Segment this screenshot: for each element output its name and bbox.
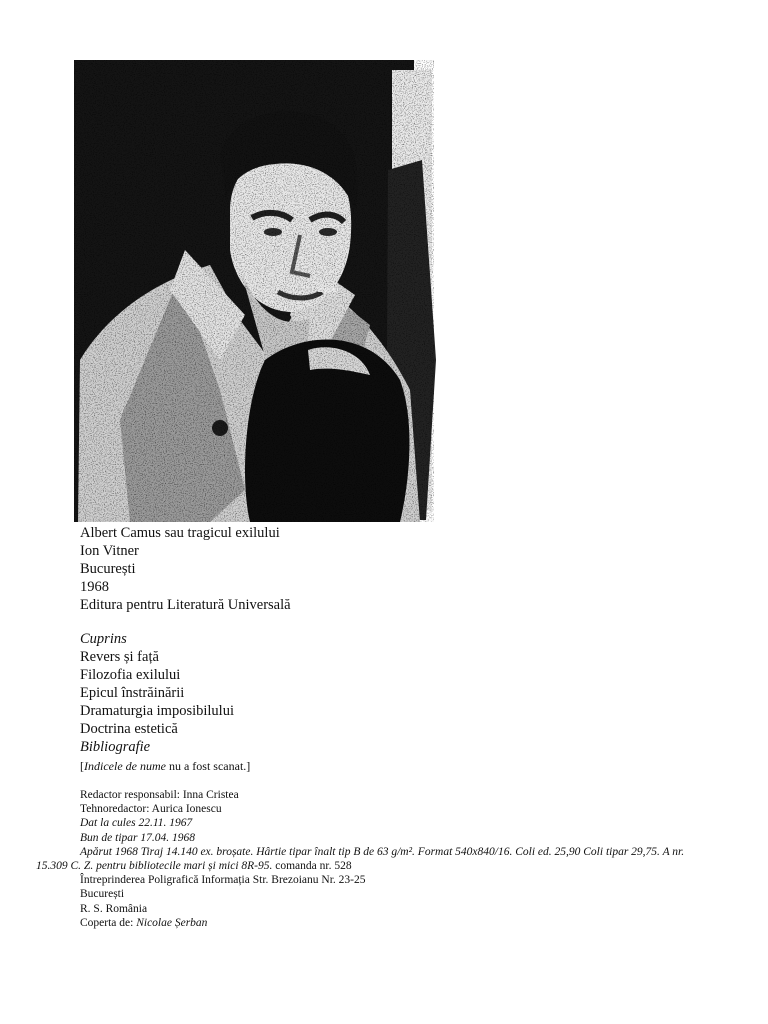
contents-item: Dramaturgia imposibilului — [80, 703, 234, 719]
index-note — [80, 756, 250, 776]
colophon — [36, 788, 696, 930]
printing-details — [36, 845, 696, 873]
cover-credit — [80, 916, 696, 930]
publication-city: București — [80, 561, 136, 577]
order-number: comanda nr. 528 — [272, 860, 352, 873]
book-title: Albert Camus sau tragicul exilului — [80, 525, 280, 541]
index-note-rest: nu a fost scanat.] — [165, 759, 251, 773]
contents-item: Revers și față — [80, 649, 159, 665]
contents-item: Epicul înstrăinării — [80, 685, 185, 701]
contents-item: Bibliografie — [80, 739, 151, 755]
typesetting-date: Dat la cules 22.11. 1967 — [80, 817, 193, 830]
printer-city: București — [80, 888, 125, 901]
cover-credit-prefix: Coperta de: — [80, 916, 137, 929]
print-approval-date: Bun de tipar 17.04. 1968 — [80, 831, 195, 844]
author-portrait-photo — [70, 60, 446, 522]
publication-year: 1968 — [80, 579, 109, 595]
cover-artist: Nicolae Șerban — [136, 916, 208, 929]
printer-country: R. S. România — [80, 902, 148, 915]
editor-credit: Redactor responsabil: Inna Cristea — [80, 789, 239, 801]
contents-heading: Cuprins — [80, 631, 127, 647]
contents-item: Doctrina estetică — [80, 721, 178, 737]
index-note-italic: Indicele de nume — [84, 759, 166, 773]
book-author: Ion Vitner — [80, 543, 139, 559]
table-of-contents — [80, 630, 250, 776]
printer-name: Întreprinderea Poligrafică Informația Str. Brezoianu Nr. 23-25 — [80, 874, 366, 887]
contents-item: Filozofia exilului — [80, 667, 181, 683]
index-note-prefix: [ — [80, 759, 84, 773]
printing-details-text: Apărut 1968 Tiraj 14.140 ex. broșate. Hârtie tipar înalt tip B de 63 g/m². Format 540x840/16. Coli ed. 25,90 Coli tipar 29,75. A nr. 15.309 C. Z. pentru bibliotecile mari și mici 8R-95. — [36, 845, 685, 873]
publication-info — [80, 524, 291, 614]
tech-editor-credit: Tehnoredactor: Aurica Ionescu — [80, 803, 222, 816]
publisher-name: Editura pentru Literatură Universală — [80, 597, 291, 613]
